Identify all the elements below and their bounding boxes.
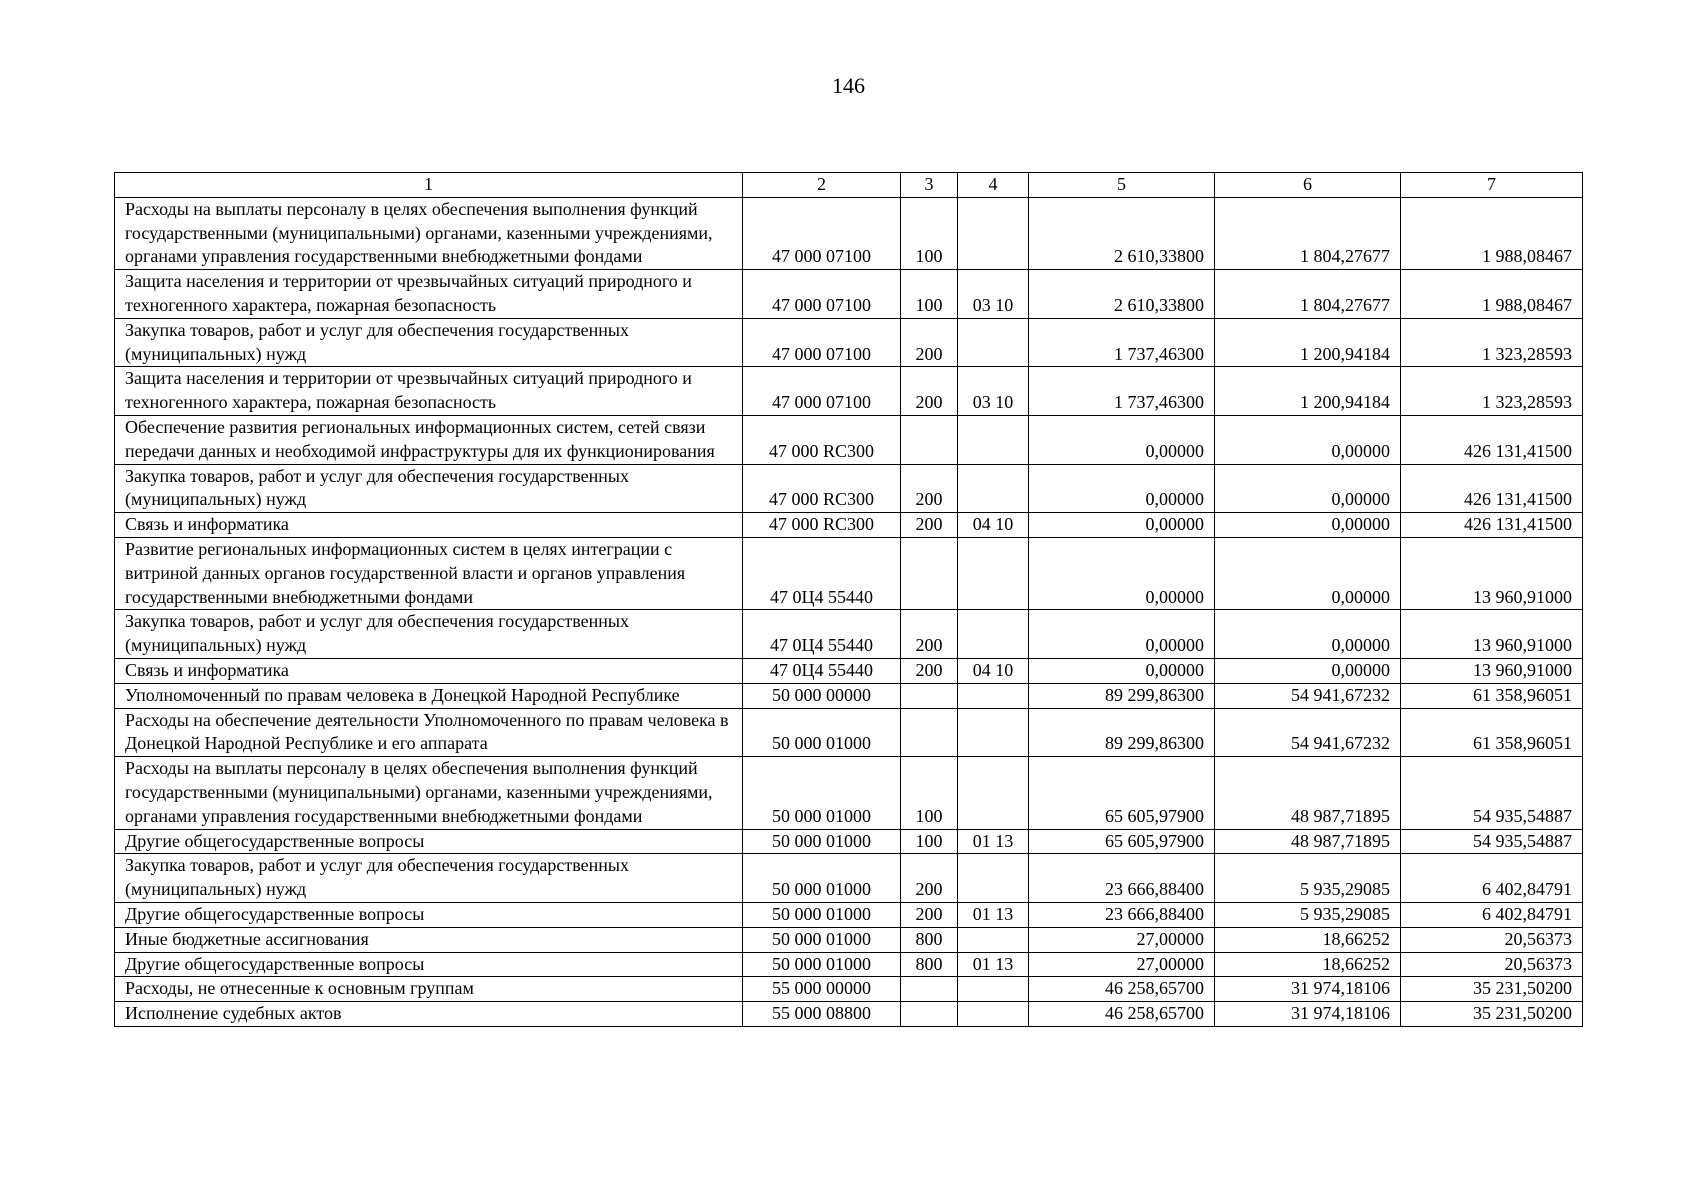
row-value-col-7: 20,56373 <box>1401 927 1583 952</box>
row-expense-type: 200 <box>901 464 958 513</box>
header-col-6: 6 <box>1215 173 1401 198</box>
row-value-col-5: 27,00000 <box>1029 952 1215 977</box>
row-section: 03 10 <box>958 367 1029 416</box>
row-name: Закупка товаров, работ и услуг для обеспечения государственных (муниципальных) нужд <box>115 464 743 513</box>
row-section <box>958 977 1029 1002</box>
row-expense-type <box>901 708 958 757</box>
row-value-col-5: 1 737,46300 <box>1029 318 1215 367</box>
row-name: Уполномоченный по правам человека в Донецкой Народной Республике <box>115 683 743 708</box>
row-value-col-5: 0,00000 <box>1029 610 1215 659</box>
row-expense-type: 200 <box>901 513 958 538</box>
table-row <box>115 757 1583 829</box>
table-row <box>115 829 1583 854</box>
table-row <box>115 708 1583 757</box>
row-value-col-6: 31 974,18106 <box>1215 977 1401 1002</box>
row-value-col-7: 61 358,96051 <box>1401 683 1583 708</box>
row-value-col-7: 20,56373 <box>1401 952 1583 977</box>
row-code: 47 0Ц4 55440 <box>743 658 901 683</box>
row-expense-type: 100 <box>901 270 958 319</box>
budget-table <box>114 172 1583 1027</box>
row-expense-type: 100 <box>901 829 958 854</box>
row-expense-type: 200 <box>901 367 958 416</box>
row-value-col-7: 1 323,28593 <box>1401 367 1583 416</box>
row-code: 50 000 01000 <box>743 708 901 757</box>
row-section <box>958 318 1029 367</box>
row-value-col-5: 46 258,65700 <box>1029 1002 1215 1027</box>
row-section <box>958 415 1029 464</box>
row-name: Расходы на выплаты персоналу в целях обеспечения выполнения функций государственными (муниципальными) органами, казенными учреждениями, органами управления государственными внебюджетными фондами <box>115 757 743 829</box>
table-row <box>115 197 1583 269</box>
row-value-col-5: 89 299,86300 <box>1029 708 1215 757</box>
table-row <box>115 977 1583 1002</box>
row-value-col-7: 13 960,91000 <box>1401 610 1583 659</box>
row-expense-type <box>901 1002 958 1027</box>
row-section <box>958 927 1029 952</box>
header-col-7: 7 <box>1401 173 1583 198</box>
row-name: Связь и информатика <box>115 658 743 683</box>
row-code: 47 000 RC300 <box>743 513 901 538</box>
table-row <box>115 415 1583 464</box>
row-value-col-7: 1 323,28593 <box>1401 318 1583 367</box>
table-row <box>115 854 1583 903</box>
row-section <box>958 854 1029 903</box>
row-code: 50 000 00000 <box>743 683 901 708</box>
row-value-col-7: 426 131,41500 <box>1401 415 1583 464</box>
row-value-col-5: 0,00000 <box>1029 658 1215 683</box>
row-value-col-5: 1 737,46300 <box>1029 367 1215 416</box>
row-value-col-7: 1 988,08467 <box>1401 270 1583 319</box>
row-value-col-6: 48 987,71895 <box>1215 757 1401 829</box>
row-value-col-7: 1 988,08467 <box>1401 197 1583 269</box>
row-code: 55 000 00000 <box>743 977 901 1002</box>
row-name: Закупка товаров, работ и услуг для обеспечения государственных (муниципальных) нужд <box>115 318 743 367</box>
header-col-2: 2 <box>743 173 901 198</box>
row-value-col-6: 0,00000 <box>1215 415 1401 464</box>
table-body <box>115 197 1583 1026</box>
row-value-col-7: 426 131,41500 <box>1401 464 1583 513</box>
row-section <box>958 1002 1029 1027</box>
header-col-4: 4 <box>958 173 1029 198</box>
row-name: Другие общегосударственные вопросы <box>115 902 743 927</box>
row-value-col-6: 54 941,67232 <box>1215 683 1401 708</box>
table-row <box>115 537 1583 609</box>
row-section: 04 10 <box>958 658 1029 683</box>
row-value-col-6: 31 974,18106 <box>1215 1002 1401 1027</box>
row-name: Связь и информатика <box>115 513 743 538</box>
row-value-col-5: 65 605,97900 <box>1029 829 1215 854</box>
row-name: Защита населения и территории от чрезвычайных ситуаций природного и техногенного характера, пожарная безопасность <box>115 270 743 319</box>
row-name: Другие общегосударственные вопросы <box>115 952 743 977</box>
table-row <box>115 902 1583 927</box>
table-row <box>115 464 1583 513</box>
row-expense-type: 200 <box>901 318 958 367</box>
table-row <box>115 367 1583 416</box>
table-row <box>115 683 1583 708</box>
page-number: 146 <box>832 73 865 98</box>
row-code: 47 000 RC300 <box>743 415 901 464</box>
row-expense-type: 200 <box>901 902 958 927</box>
row-expense-type: 200 <box>901 658 958 683</box>
header-col-5: 5 <box>1029 173 1215 198</box>
row-value-col-6: 5 935,29085 <box>1215 902 1401 927</box>
header-col-3: 3 <box>901 173 958 198</box>
row-value-col-7: 54 935,54887 <box>1401 829 1583 854</box>
row-code: 50 000 01000 <box>743 952 901 977</box>
row-name: Закупка товаров, работ и услуг для обеспечения государственных (муниципальных) нужд <box>115 854 743 903</box>
row-code: 47 0Ц4 55440 <box>743 610 901 659</box>
row-value-col-7: 61 358,96051 <box>1401 708 1583 757</box>
row-value-col-6: 18,66252 <box>1215 927 1401 952</box>
row-code: 50 000 01000 <box>743 757 901 829</box>
row-value-col-6: 0,00000 <box>1215 513 1401 538</box>
row-value-col-6: 1 804,27677 <box>1215 270 1401 319</box>
row-value-col-7: 13 960,91000 <box>1401 658 1583 683</box>
row-expense-type <box>901 537 958 609</box>
row-value-col-5: 23 666,88400 <box>1029 854 1215 903</box>
row-expense-type: 200 <box>901 854 958 903</box>
header-col-1: 1 <box>115 173 743 198</box>
row-name: Расходы, не отнесенные к основным группам <box>115 977 743 1002</box>
row-name: Другие общегосударственные вопросы <box>115 829 743 854</box>
row-value-col-6: 1 804,27677 <box>1215 197 1401 269</box>
table-row <box>115 952 1583 977</box>
row-code: 50 000 01000 <box>743 854 901 903</box>
row-expense-type: 100 <box>901 197 958 269</box>
row-section: 03 10 <box>958 270 1029 319</box>
row-name: Расходы на обеспечение деятельности Уполномоченного по правам человека в Донецкой Народной Республике и его аппарата <box>115 708 743 757</box>
row-section: 01 13 <box>958 952 1029 977</box>
row-section: 01 13 <box>958 902 1029 927</box>
row-value-col-7: 54 935,54887 <box>1401 757 1583 829</box>
row-value-col-5: 0,00000 <box>1029 415 1215 464</box>
row-code: 47 000 07100 <box>743 270 901 319</box>
row-value-col-5: 89 299,86300 <box>1029 683 1215 708</box>
row-name: Развитие региональных информационных систем в целях интеграции с витриной данных органов государственной власти и органов управления государственными внебюджетными фондами <box>115 537 743 609</box>
row-value-col-5: 2 610,33800 <box>1029 197 1215 269</box>
header-row <box>115 173 1583 198</box>
row-expense-type <box>901 977 958 1002</box>
row-value-col-7: 35 231,50200 <box>1401 1002 1583 1027</box>
row-value-col-6: 0,00000 <box>1215 658 1401 683</box>
table-row <box>115 318 1583 367</box>
row-value-col-6: 1 200,94184 <box>1215 318 1401 367</box>
row-name: Закупка товаров, работ и услуг для обеспечения государственных (муниципальных) нужд <box>115 610 743 659</box>
row-value-col-5: 0,00000 <box>1029 464 1215 513</box>
row-value-col-6: 18,66252 <box>1215 952 1401 977</box>
row-value-col-5: 2 610,33800 <box>1029 270 1215 319</box>
row-name: Обеспечение развития региональных информационных систем, сетей связи передачи данных и необходимой инфраструктуры для их функционирования <box>115 415 743 464</box>
row-name: Защита населения и территории от чрезвычайных ситуаций природного и техногенного характера, пожарная безопасность <box>115 367 743 416</box>
row-expense-type: 800 <box>901 927 958 952</box>
table-row <box>115 270 1583 319</box>
row-section: 04 10 <box>958 513 1029 538</box>
row-code: 47 000 07100 <box>743 197 901 269</box>
row-expense-type: 100 <box>901 757 958 829</box>
row-value-col-7: 6 402,84791 <box>1401 902 1583 927</box>
row-expense-type: 800 <box>901 952 958 977</box>
row-section: 01 13 <box>958 829 1029 854</box>
row-value-col-6: 0,00000 <box>1215 537 1401 609</box>
row-value-col-5: 0,00000 <box>1029 537 1215 609</box>
row-value-col-7: 6 402,84791 <box>1401 854 1583 903</box>
row-code: 50 000 01000 <box>743 829 901 854</box>
table-row <box>115 513 1583 538</box>
row-code: 47 000 07100 <box>743 367 901 416</box>
row-section <box>958 683 1029 708</box>
row-value-col-7: 35 231,50200 <box>1401 977 1583 1002</box>
row-value-col-6: 0,00000 <box>1215 464 1401 513</box>
table-row <box>115 610 1583 659</box>
row-name: Исполнение судебных актов <box>115 1002 743 1027</box>
row-code: 47 0Ц4 55440 <box>743 537 901 609</box>
row-value-col-7: 426 131,41500 <box>1401 513 1583 538</box>
row-code: 50 000 01000 <box>743 902 901 927</box>
row-section <box>958 464 1029 513</box>
table-row <box>115 1002 1583 1027</box>
row-value-col-6: 54 941,67232 <box>1215 708 1401 757</box>
row-expense-type <box>901 683 958 708</box>
row-name: Расходы на выплаты персоналу в целях обеспечения выполнения функций государственными (муниципальными) органами, казенными учреждениями, органами управления государственными внебюджетными фондами <box>115 197 743 269</box>
row-value-col-6: 1 200,94184 <box>1215 367 1401 416</box>
row-value-col-7: 13 960,91000 <box>1401 537 1583 609</box>
row-section <box>958 610 1029 659</box>
row-code: 47 000 07100 <box>743 318 901 367</box>
table-row <box>115 927 1583 952</box>
row-value-col-6: 48 987,71895 <box>1215 829 1401 854</box>
row-section <box>958 537 1029 609</box>
row-section <box>958 708 1029 757</box>
row-code: 55 000 08800 <box>743 1002 901 1027</box>
row-code: 47 000 RC300 <box>743 464 901 513</box>
row-name: Иные бюджетные ассигнования <box>115 927 743 952</box>
row-value-col-5: 23 666,88400 <box>1029 902 1215 927</box>
row-value-col-5: 65 605,97900 <box>1029 757 1215 829</box>
row-value-col-6: 5 935,29085 <box>1215 854 1401 903</box>
row-expense-type: 200 <box>901 610 958 659</box>
row-section <box>958 197 1029 269</box>
row-value-col-5: 0,00000 <box>1029 513 1215 538</box>
row-value-col-5: 27,00000 <box>1029 927 1215 952</box>
row-value-col-5: 46 258,65700 <box>1029 977 1215 1002</box>
table-row <box>115 658 1583 683</box>
row-value-col-6: 0,00000 <box>1215 610 1401 659</box>
row-code: 50 000 01000 <box>743 927 901 952</box>
row-expense-type <box>901 415 958 464</box>
row-section <box>958 757 1029 829</box>
